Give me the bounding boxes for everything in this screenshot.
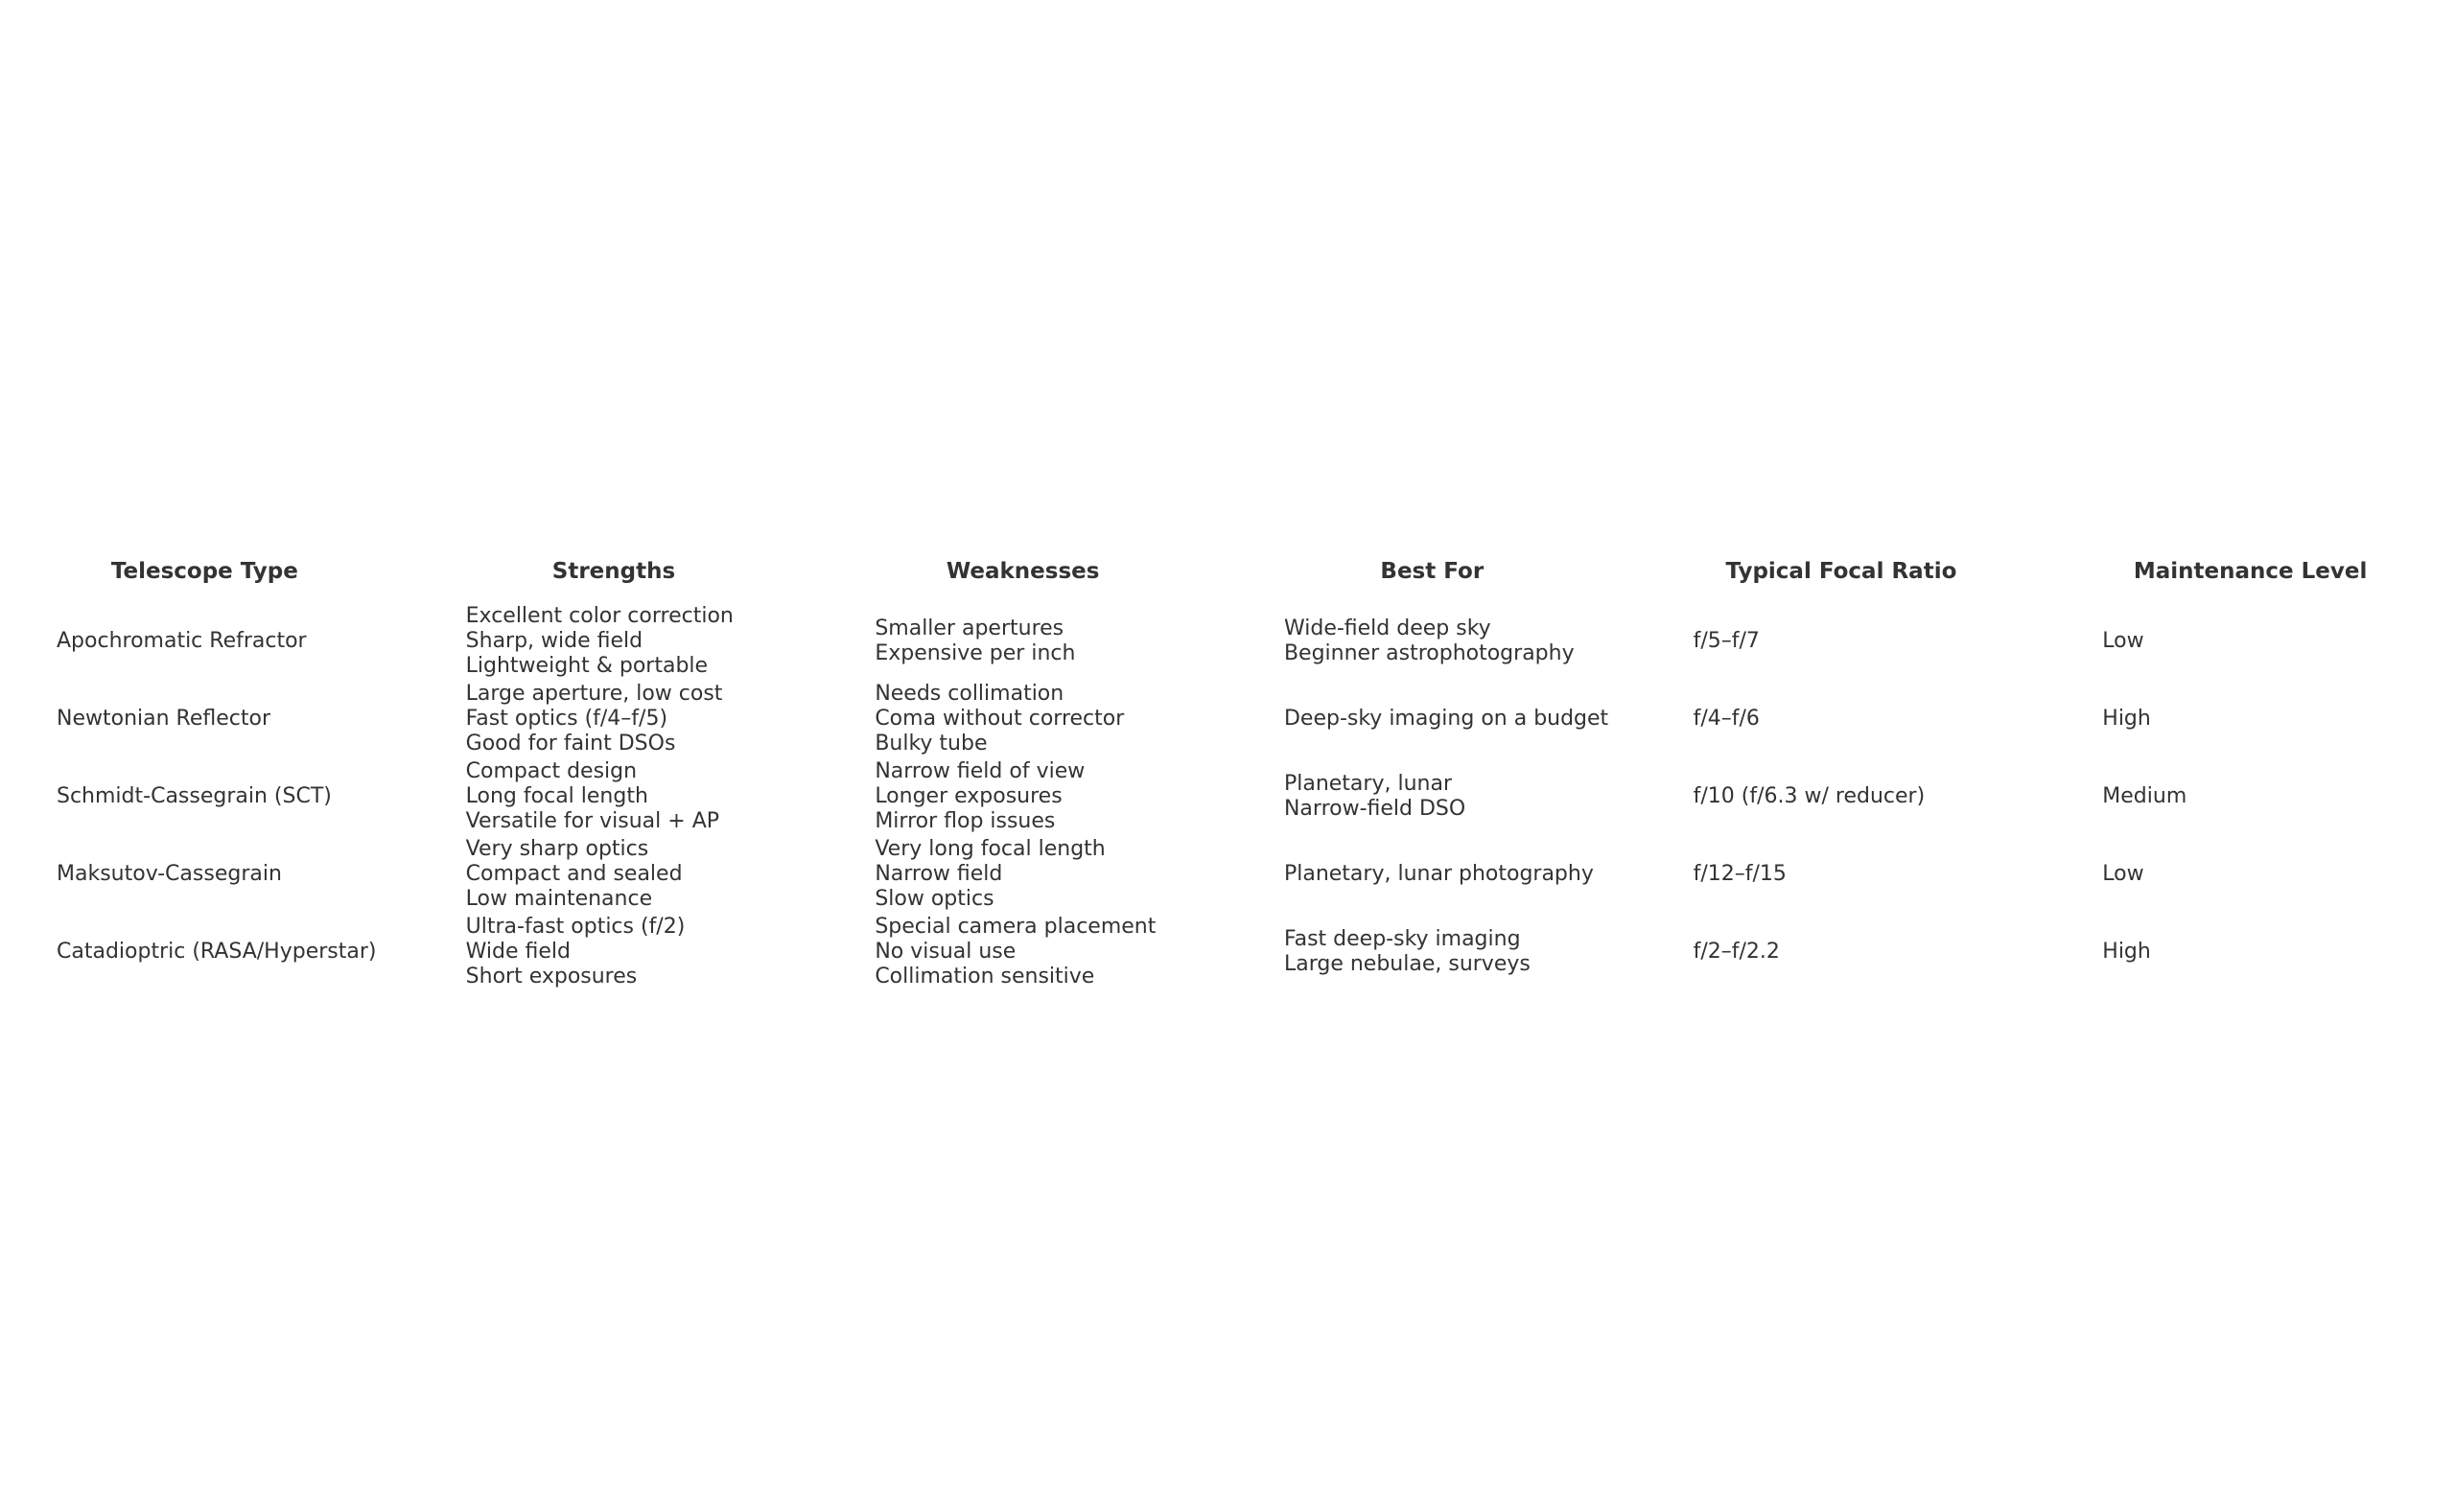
maintenance-level-text: High — [2102, 939, 2151, 964]
cell-maintenance-level — [2046, 784, 2455, 809]
strength-line: Lightweight & portable — [465, 653, 709, 678]
header-maintenance-level: Maintenance Level — [2133, 559, 2368, 584]
weakness-line: Very long focal length — [875, 836, 1106, 861]
weakness-line: Coma without corrector — [875, 706, 1125, 731]
telescope-type-text: Newtonian Reflector — [57, 706, 270, 731]
best-for-line: Planetary, lunar photography — [1283, 861, 1594, 886]
strength-line: Very sharp optics — [465, 836, 649, 861]
weakness-line: Narrow field of view — [875, 758, 1086, 783]
cell-strengths — [409, 759, 819, 834]
strength-line: Fast optics (f/4–f/5) — [465, 706, 668, 731]
cell-maintenance-level — [2046, 629, 2455, 654]
maintenance-level-text: Medium — [2102, 783, 2187, 808]
table-header-row — [0, 541, 2455, 602]
cell-focal-ratio — [1637, 784, 2046, 809]
cell-focal-ratio — [1637, 862, 2046, 887]
strength-line: Excellent color correction — [465, 603, 734, 628]
weakness-line: No visual use — [875, 939, 1017, 964]
best-for-line: Planetary, lunar — [1283, 771, 1452, 796]
table-row — [0, 602, 2455, 680]
header-focal-ratio: Typical Focal Ratio — [1725, 559, 1957, 584]
strength-line: Long focal length — [465, 783, 648, 808]
table-row — [0, 835, 2455, 913]
header-weaknesses: Weaknesses — [946, 559, 1100, 584]
cell-maintenance-level — [2046, 940, 2455, 965]
telescope-type-text: Apochromatic Refractor — [57, 628, 307, 653]
header-best-for: Best For — [1380, 559, 1485, 584]
cell-focal-ratio — [1637, 629, 2046, 654]
maintenance-level-text: Low — [2102, 628, 2144, 653]
maintenance-level-text: Low — [2102, 861, 2144, 886]
weakness-line: Mirror flop issues — [875, 808, 1056, 833]
best-for-line: Fast deep-sky imaging — [1283, 926, 1521, 951]
strength-line: Versatile for visual + AP — [465, 808, 720, 833]
weakness-line: Longer exposures — [875, 783, 1063, 808]
strength-line: Compact and sealed — [465, 861, 683, 886]
cell-weaknesses — [818, 759, 1228, 834]
strength-line: Compact design — [465, 758, 638, 783]
header-telescope-type: Telescope Type — [110, 559, 298, 584]
weakness-line: Needs collimation — [875, 681, 1064, 706]
focal-ratio-text: f/4–f/6 — [1693, 706, 1760, 731]
strength-line: Short exposures — [465, 964, 638, 989]
weakness-line: Bulky tube — [875, 731, 988, 756]
cell-strengths — [409, 837, 819, 912]
focal-ratio-text: f/10 (f/6.3 w/ reducer) — [1693, 783, 1926, 808]
strength-line: Sharp, wide field — [465, 628, 643, 653]
strength-line: Wide field — [465, 939, 572, 964]
strength-line: Low maintenance — [465, 886, 653, 911]
telescope-type-text: Schmidt-Cassegrain (SCT) — [57, 783, 332, 808]
cell-strengths — [409, 604, 819, 679]
best-for-line: Large nebulae, surveys — [1283, 951, 1531, 976]
cell-best-for — [1228, 707, 1637, 732]
focal-ratio-text: f/5–f/7 — [1693, 628, 1760, 653]
focal-ratio-text: f/2–f/2.2 — [1693, 939, 1780, 964]
cell-best-for — [1228, 616, 1637, 666]
telescope-type-text: Catadioptric (RASA/Hyperstar) — [57, 939, 377, 964]
cell-telescope-type — [0, 784, 409, 809]
cell-maintenance-level — [2046, 707, 2455, 732]
cell-strengths — [409, 682, 819, 756]
strength-line: Ultra-fast optics (f/2) — [465, 914, 686, 939]
strength-line: Large aperture, low cost — [465, 681, 723, 706]
cell-focal-ratio — [1637, 940, 2046, 965]
cell-best-for — [1228, 927, 1637, 977]
cell-weaknesses — [818, 837, 1228, 912]
cell-telescope-type — [0, 707, 409, 732]
weakness-line: Special camera placement — [875, 914, 1157, 939]
cell-weaknesses — [818, 682, 1228, 756]
header-strengths: Strengths — [551, 559, 676, 584]
cell-telescope-type — [0, 862, 409, 887]
best-for-line: Beginner astrophotography — [1283, 640, 1575, 665]
best-for-line: Wide-field deep sky — [1283, 616, 1491, 640]
maintenance-level-text: High — [2102, 706, 2151, 731]
focal-ratio-text: f/12–f/15 — [1693, 861, 1787, 886]
cell-telescope-type — [0, 629, 409, 654]
cell-best-for — [1228, 862, 1637, 887]
best-for-line: Narrow-field DSO — [1283, 796, 1466, 821]
table-row — [0, 913, 2455, 990]
cell-strengths — [409, 915, 819, 989]
table-row — [0, 680, 2455, 757]
weakness-line: Expensive per inch — [875, 640, 1076, 665]
cell-maintenance-level — [2046, 862, 2455, 887]
cell-best-for — [1228, 772, 1637, 822]
weakness-line: Narrow field — [875, 861, 1003, 886]
cell-weaknesses — [818, 616, 1228, 666]
telescope-comparison-table — [0, 541, 2455, 990]
cell-telescope-type — [0, 940, 409, 965]
weakness-line: Smaller apertures — [875, 616, 1064, 640]
strength-line: Good for faint DSOs — [465, 731, 676, 756]
cell-focal-ratio — [1637, 707, 2046, 732]
cell-weaknesses — [818, 915, 1228, 989]
weakness-line: Slow optics — [875, 886, 994, 911]
weakness-line: Collimation sensitive — [875, 964, 1095, 989]
best-for-line: Deep-sky imaging on a budget — [1283, 706, 1609, 731]
table-row — [0, 757, 2455, 835]
telescope-type-text: Maksutov-Cassegrain — [57, 861, 282, 886]
